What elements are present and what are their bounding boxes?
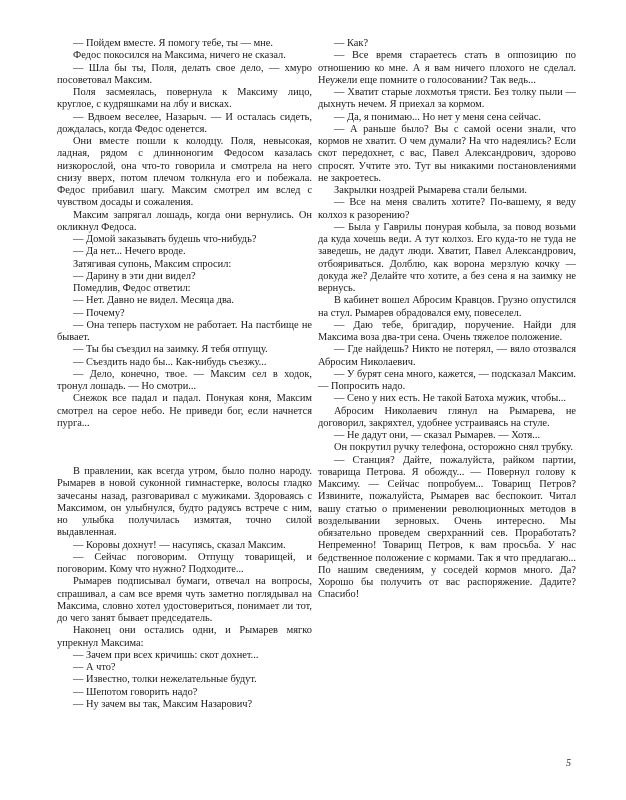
paragraph: — Станция? Дайте, пожалуйста, райком партии, товарища Петрова. Я обожду... — Повернул голову к Максиму. — Сейчас попробуем... Товарищ Петров? Извините, пожалуйста, Рымарев вас беспокоит. Читал вашу статью о применении революционных методов в возделывании зерновых. Очень интересно. Мы обязательно проведем сверхранний сев. Проработать? Непременно! Товарищ Петров, к вам просьба. У нас бедственное положение с кормами. Так я что предлагаю... По нашим сведениям, у соседей кормов много. Да? Хорошо бы получить от вас распоряжение. Дадите? Спасибо! (318, 454, 576, 601)
paragraph: — Как? (334, 38, 369, 49)
paragraph: — Домой заказывать будешь что-нибудь? (73, 234, 257, 245)
right-text-column (318, 38, 576, 602)
left-text-column (57, 38, 312, 711)
paragraph: Закрылки ноздрей Рымарева стали белыми. (334, 185, 528, 196)
paragraph: — Коровы дохнут! — насупясь, сказал Максим. (73, 539, 286, 551)
paragraph: В кабинет вошел Абросим Кравцов. Грузно опустился на стул. Рымарев обрадовался ему, повеселел. (318, 295, 576, 319)
page-number: 5 (566, 758, 571, 769)
paragraph: — Ты бы съездил на заимку. Я тебя отпущу. (73, 344, 268, 356)
paragraph: — Ну зачем вы так, Максим Назарович? (73, 698, 253, 710)
paragraph: — Да, я понимаю... Но нет у меня сена сейчас. (334, 111, 542, 123)
paragraph: — Да нет... Нечего вроде. (73, 246, 186, 258)
paragraph: Помедлив, Федос ответил: (73, 283, 191, 294)
paragraph: — Была у Гаврилы понурая кобыла, за повод возьми да куда хочешь веди. А тут колхоз. Его куда-то не туда не заведешь, не дадут люди. Хватит, Павел Александрович, отбояриваться. Долблю, как ворона мерзлую кочку — докуда же? Делайте что хотите, а без сена я на заимку не вернусь. (318, 221, 576, 294)
paragraph: Наконец они остались одни, и Рымарев мягко упрекнул Максима: (57, 625, 312, 649)
paragraph: — Все на меня свалить хотите? По-вашему, я веду колхоз к разорению? (318, 197, 576, 221)
paragraph: Рымарев подписывал бумаги, отвечал на вопросы, спрашивал, а сам все время чуть заметно поглядывал на Максима, словно хотел удостовериться, понимает ли тот, до чего занят бывает председатель. (57, 576, 312, 624)
paragraph: — Все время стараетесь стать в оппозицию по отношению ко мне. А я вам ничего плохого не сделал. Неужели еще помните о голосовании? Так ведь... (318, 50, 576, 86)
paragraph: — Шепотом говорить надо? (73, 686, 198, 698)
paragraph: — Она теперь пастухом не работает. На пастбище не бывает. (57, 319, 312, 343)
paragraph: — Не дадут они, — сказал Рымарев. — Хотя... (334, 430, 541, 441)
paragraph: — Вдвоем веселее, Назарыч. — И осталась сидеть, дождалась, когда Федос оденется. (57, 111, 312, 135)
section-start-paragraph: В правлении, как всегда утром, было полно народу. Рымарев в новой суконной гимнастерке, волосы гладко зачесаны назад, разговаривал с мужиками. Здороваясь с Максимом, он улыбнулся, будто радуясь встрече с ним, но улыбка получилась измятая, точно силой выдавленная. (57, 466, 312, 539)
paragraph: — Дарину в эти дни видел? (73, 270, 196, 282)
paragraph: — Даю тебе, бригадир, поручение. Найди для Максима воза два-три сена. Очень тяжелое положение. (318, 319, 576, 343)
paragraph: Федос покосился на Максима, ничего не сказал. (73, 50, 286, 62)
paragraph: — Съездить надо бы... Как-нибудь съезжу... (73, 356, 267, 368)
paragraph: — У бурят сена много, кажется, — подсказал Максим. — Попросить надо. (318, 368, 576, 392)
paragraph: — Шла бы ты, Поля, делать свое дело, — хмуро посоветовал Максим. (57, 62, 312, 86)
paragraph: Максим запрягал лошадь, когда они вернулись. Он окликнул Федоса. (57, 209, 312, 233)
paragraph: — А что? (73, 662, 116, 673)
paragraph: — Зачем при всех кричишь: скот дохнет... (73, 649, 259, 661)
paragraph: — Известно, толки нежелательные будут. (73, 674, 257, 686)
paragraph: — Сено у них есть. Не такой Батоха мужик, чтобы... (334, 393, 566, 405)
paragraph: Абросим Николаевич глянул на Рымарева, не договорил, закряхтел, удобнее устраиваясь на стуле. (318, 405, 576, 429)
paragraph: Затягивая супонь, Максим спросил: (73, 258, 232, 270)
paragraph: Они вместе пошли к колодцу. Поля, невысокая, ладная, рядом с длинноногим Федосом казалась низкорослой, она что-то говорила и смотрела на него снизу вверх, потом плечом толкнула его и побежала. Федос прибавил шагу. Максим смотрел им вслед с чувством досады и сожаления. (57, 136, 312, 209)
paragraph: — Хватит старые лохмотья трясти. Без толку пыли — дыхнуть нечем. Я приехал за кормом. (318, 87, 576, 111)
paragraph: — Почему? (73, 307, 125, 319)
paragraph: — А раньше было? Вы с самой осени знали, что кормов не хватит. О чем думали? На что надеялись? Если скот передохнет, с вас, Павел Александрович, здорово спросят. Учтите это. Тут вы никакими постановлениями не закроетесь. (318, 123, 576, 184)
paragraph: Поля засмеялась, повернула к Максиму лицо, круглое, с кудряшками на лбу и висках. (57, 87, 312, 111)
paragraph: — Пойдем вместе. Я помогу тебе, ты — мне. (73, 38, 273, 49)
paragraph: Он покрутил ручку телефона, осторожно снял трубку. (334, 442, 573, 454)
paragraph: — Сейчас поговорим. Отпущу товарищей, и поговорим. Кому что нужно? Подходите... (57, 551, 312, 575)
paragraph: — Где найдешь? Никто не потерял, — вяло отозвался Абросим Николаевич. (318, 344, 576, 368)
paragraph: Снежок все падал и падал. Понукая коня, Максим смотрел на серое небо. Не приведи бог, если начнется пурга... (57, 393, 312, 429)
paragraph: — Нет. Давно не видел. Месяца два. (73, 295, 234, 307)
paragraph: — Дело, конечно, твое. — Максим сел в ходок, тронул лошадь. — Но смотри... (57, 368, 312, 392)
